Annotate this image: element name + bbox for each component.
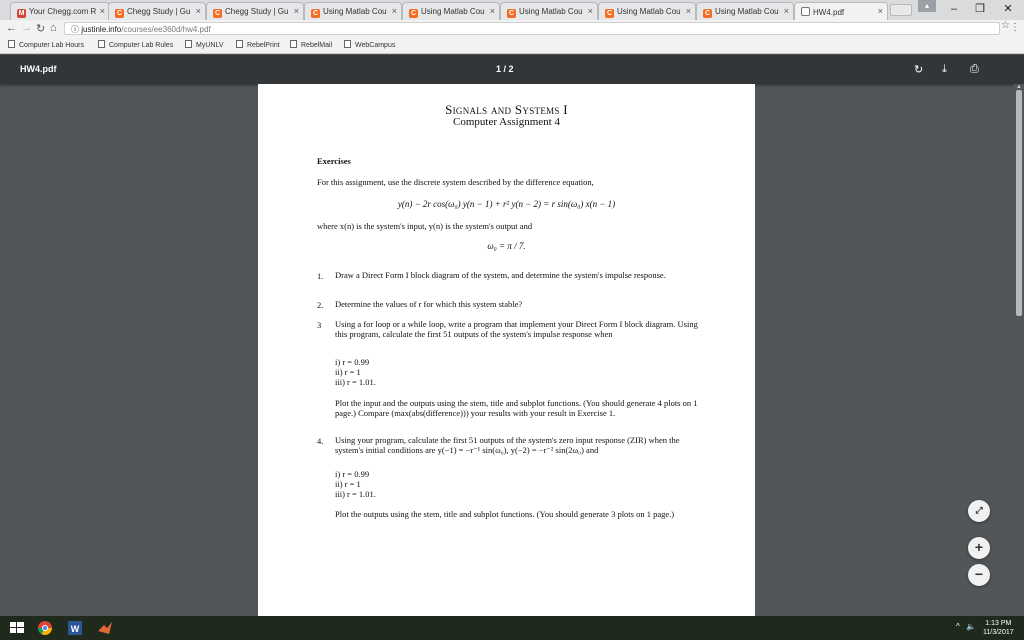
clock-time: 1:13 PM [985,620,1012,627]
tab-chegg-study-2[interactable]: C Chegg Study | Gu × [206,2,304,20]
r-value-4-1: i) r = 0.99 [335,469,370,479]
close-icon[interactable]: × [587,6,593,16]
forward-arrow-icon[interactable]: → [21,22,32,34]
item-2-text: Determine the values of r for which this system stable? [335,299,523,309]
chegg-icon: C [508,10,515,17]
close-icon[interactable]: × [489,6,495,16]
item-4-text: Using your program, calculate the first 51 outputs of the system's zero input response (ZIR) when the system's initial conditions are y(−1) = −r⁻¹ sin(ω₀), y(−2) = −r⁻² sin(2ω₀) and [335,435,680,455]
rotate-icon[interactable]: ↻ [914,64,924,76]
section-heading: Exercises [317,156,351,166]
item-number: 2. [317,300,324,310]
bookmark-myunlv[interactable]: MyUNLV [185,40,223,49]
close-window-button[interactable]: ✕ [1003,3,1013,15]
system-clock[interactable] [983,619,1014,637]
document-icon [185,40,192,48]
pdf-title: HW4.pdf [20,64,57,74]
r-value-4-3: iii) r = 1.01. [335,489,376,499]
clock-date: 11/3/2017 [983,629,1014,636]
where-text: where x(n) is the system's input, y(n) is the system's output and [317,221,533,231]
document-title: Signals and Systems I [445,102,568,117]
document-icon [8,40,15,48]
close-icon[interactable]: × [877,6,883,16]
bookmarks-bar [0,37,1024,54]
document-icon [236,40,243,48]
tab-hw4-pdf[interactable]: HW4.pdf × [794,2,888,20]
print-icon[interactable]: ⎙ [970,63,979,75]
tab-matlab-1[interactable]: C Using Matlab Cou × [304,2,402,20]
scroll-up-arrow-icon[interactable]: ▲ [1016,84,1022,90]
close-icon[interactable]: × [783,6,789,16]
item-number: 1. [317,271,324,281]
tab-matlab-5[interactable]: C Using Matlab Cou × [696,2,794,20]
close-icon[interactable]: × [391,6,397,16]
chegg-icon: C [410,10,417,17]
profile-icon[interactable]: ▴ [918,0,936,12]
restore-button[interactable]: ❐ [975,3,985,15]
new-tab-button[interactable] [890,4,912,16]
tab-strip [0,0,1024,20]
url-path: /courses/ee360d/hw4.pdf [121,25,211,34]
download-icon[interactable]: ⤓ [942,63,947,75]
pdf-toolbar [0,55,1024,84]
chegg-icon: C [606,10,613,17]
home-icon[interactable]: ⌂ [50,22,57,34]
close-icon[interactable]: × [685,6,691,16]
url-host: justinle.info [81,25,122,34]
back-arrow-icon[interactable]: ← [6,22,17,34]
chegg-icon: C [312,10,319,17]
item-number: 3 [317,320,322,330]
bookmark-webcampus[interactable]: WebCampus [344,40,395,49]
reload-icon[interactable]: ↻ [36,23,46,35]
omega-definition: ω₀ = π / 7. [487,241,526,251]
plot-instructions-3: Plot the input and the outputs using the stem, title and subplot functions. (You should generate 4 plots on 1 page.) Compare (max(abs(difference))) your results with your result in Exercise 1. [335,398,698,418]
fit-to-page-button[interactable]: ⤢ [968,500,990,522]
tab-chegg-mail[interactable]: M Your Chegg.com R × [10,2,110,20]
page-indicator: 1 / 2 [496,64,514,74]
r-value-4-2: ii) r = 1 [335,479,361,489]
document-icon [290,40,297,48]
document-subtitle: Computer Assignment 4 [453,116,560,128]
info-icon[interactable]: ⓘ [71,25,79,34]
difference-equation: y(n) − 2r cos(ω₀) y(n − 1) + r² y(n − 2) = r sin(ω₀) x(n − 1) [397,199,616,209]
scrollbar-thumb[interactable] [1016,90,1022,316]
minimize-button[interactable]: – [950,3,958,15]
chegg-icon: C [704,10,711,17]
document-icon [344,40,351,48]
document-icon [801,7,810,16]
word-icon[interactable] [66,619,84,637]
pdf-page [258,84,755,616]
bookmark-rebelprint[interactable]: RebelPrint [236,40,280,49]
tab-matlab-2[interactable]: C Using Matlab Cou × [402,2,500,20]
matlab-icon[interactable] [96,619,114,637]
tab-matlab-4[interactable]: C Using Matlab Cou × [598,2,696,20]
bookmark-computer-lab-hours[interactable]: Computer Lab Hours [8,40,84,49]
svg-text:W: W [70,624,80,634]
windows-start-icon[interactable] [8,619,26,637]
browser-toolbar [0,20,1024,37]
bookmark-star-icon[interactable]: ☆ [1001,20,1010,31]
plot-instructions-4: Plot the outputs using the stem, title and subplot functions. (You should generate 3 plots on 1 page.) [335,509,675,519]
close-icon[interactable]: × [195,6,201,16]
bookmark-computer-lab-rules[interactable]: Computer Lab Rules [98,40,173,49]
r-value-3-2: ii) r = 1 [335,367,361,377]
bookmark-rebelmail[interactable]: RebelMail [290,40,332,49]
address-bar[interactable] [64,22,1000,35]
windows-taskbar [0,616,1024,640]
close-icon[interactable]: × [99,6,105,16]
r-value-3-3: iii) r = 1.01. [335,377,376,387]
volume-icon[interactable]: 🔈 [966,622,976,631]
tray-expand-icon[interactable]: ^ [956,622,960,631]
item-number: 4. [317,436,324,446]
item-3-text: Using a for loop or a while loop, write a program that implement your Direct Form I block diagram. Using this program, calculate the first 51 outputs of the system's impulse response when [335,319,698,339]
chrome-icon[interactable] [36,619,54,637]
gmail-icon: M [18,10,25,17]
zoom-in-button[interactable]: + [968,537,990,559]
tab-chegg-study-1[interactable]: C Chegg Study | Gu × [108,2,206,20]
chegg-icon: C [116,10,123,17]
menu-icon[interactable]: ⋮ [1010,22,1020,33]
zoom-out-button[interactable]: − [968,564,990,586]
r-value-3-1: i) r = 0.99 [335,357,370,367]
close-icon[interactable]: × [293,6,299,16]
tab-matlab-3[interactable]: C Using Matlab Cou × [500,2,598,20]
item-1-text: Draw a Direct Form I block diagram of the system, and determine the system's impulse response. [335,270,666,280]
intro-text: For this assignment, use the discrete system described by the difference equation, [317,177,594,187]
chegg-icon: C [214,10,221,17]
document-icon [98,40,105,48]
